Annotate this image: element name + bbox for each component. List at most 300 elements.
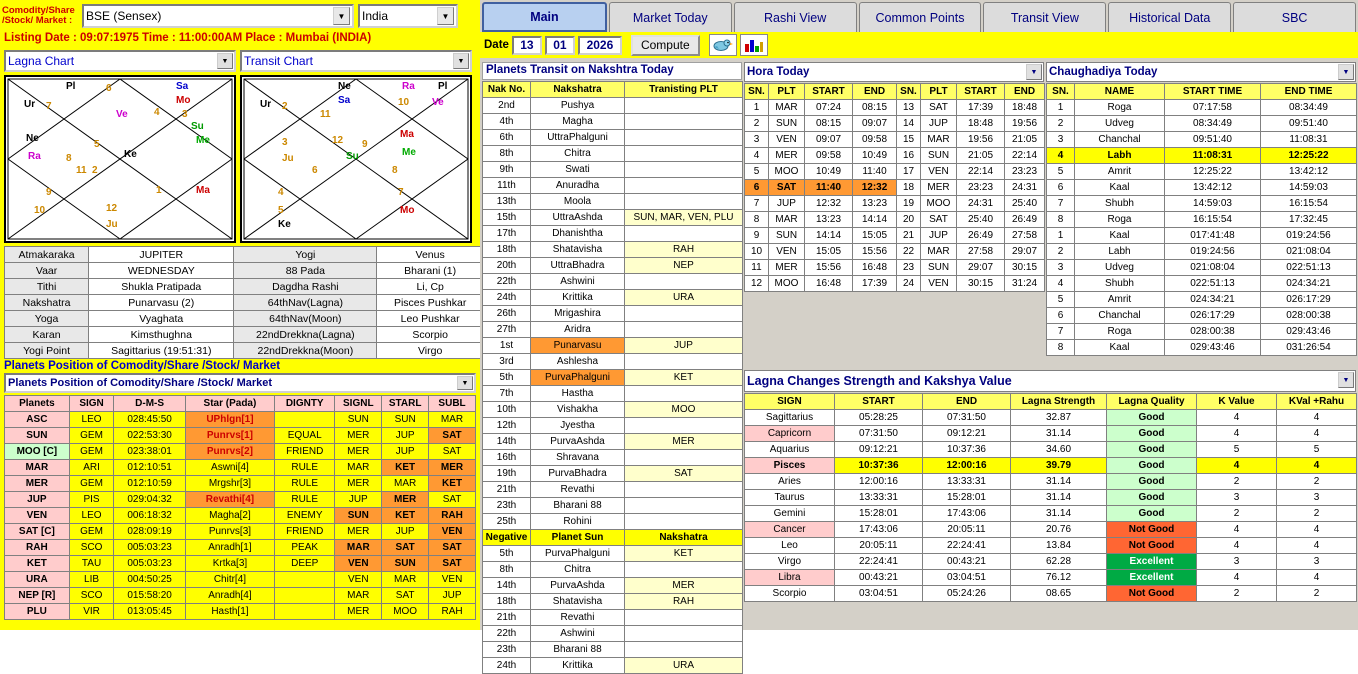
cell-nak-no: 17th [483,226,531,242]
info-key: Yogi Point [5,343,89,359]
left-pane [0,0,480,630]
cell-start1: 09:07 [805,132,853,148]
transit-chart-diagram[interactable] [240,75,472,243]
col-sn1: SN. [745,84,769,100]
cell-lagna-strength: 31.14 [1011,426,1107,442]
transit-chart-select[interactable] [240,50,472,72]
tab-market-today[interactable]: Market Today [609,2,732,32]
table-row[interactable] [483,290,743,306]
tab-main[interactable]: Main [482,2,607,32]
table-row[interactable] [1047,324,1357,340]
chaughadiya-panel-title: Chaughadiya Today [1049,66,1158,78]
table-row[interactable] [483,178,743,194]
table-row[interactable] [745,410,1357,426]
chevron-down-icon[interactable]: ▼ [453,53,469,69]
cell-transiting-plt: URA [625,290,743,306]
table-row[interactable] [483,434,743,450]
bar-chart-glyph [744,38,764,53]
cell-signl: MER [335,428,382,444]
table-row[interactable] [483,466,743,482]
table-row[interactable] [1047,260,1357,276]
cell-end2: 27:58 [1005,228,1045,244]
country-select[interactable] [358,4,458,28]
cell-kval-rahu: 4 [1277,410,1357,426]
table-row[interactable] [1047,292,1357,308]
lagna-head [745,394,1357,410]
table-row[interactable] [483,242,743,258]
date-month-field[interactable]: 01 [545,36,575,55]
cell-dms: 006:18:32 [114,508,185,524]
cell-plt1: VEN [769,132,805,148]
cell-sn2: 19 [897,196,921,212]
cell-dms: 013:05:45 [114,604,185,620]
table-row[interactable] [1047,340,1357,356]
table-row[interactable] [483,162,743,178]
table-row[interactable] [483,530,743,546]
table-row[interactable] [483,578,743,594]
table-row[interactable] [5,540,476,556]
lagna-body [745,410,1357,602]
cell-signl: JUP [335,492,382,508]
chevron-down-icon[interactable]: ▼ [1026,64,1042,80]
table-row[interactable] [483,322,743,338]
table-row[interactable] [745,196,1045,212]
cell-sn: 2 [1047,244,1075,260]
cell-transiting-plt [625,322,743,338]
cell-starl: JUP [382,524,429,540]
table-row[interactable] [483,658,743,674]
cell-dignty: PEAK [275,540,335,556]
info-val: Sagittarius (19:51:31) [89,343,234,359]
cell-star: Anradh[1] [185,540,274,556]
lagna-house-5: 5 [94,139,100,150]
cell-dignty [275,412,335,428]
cell-start2: 26:49 [957,228,1005,244]
info-val2: Scorpio [377,327,484,343]
cell-dms: 028:45:50 [114,412,185,428]
cell-nakshatra: Anuradha [531,178,625,194]
cell-star: Krtka[3] [185,556,274,572]
table-row[interactable] [483,306,743,322]
lagna-house-3: 3 [182,109,188,120]
cell-nakshatra: Dhanishtha [531,226,625,242]
cell-sign: Gemini [745,506,835,522]
chevron-down-icon[interactable]: ▼ [333,7,350,25]
cell-lagna-quality: Excellent [1107,570,1197,586]
cell-planet: VEN [5,508,70,524]
tab-sbc[interactable]: SBC [1233,2,1356,32]
table-row[interactable] [745,490,1357,506]
table-row[interactable] [483,98,743,114]
cell-k-value: 2 [1197,506,1277,522]
table-row[interactable] [483,482,743,498]
positions-table-wrap[interactable] [4,395,476,617]
lagna-chart-select[interactable] [4,50,236,72]
table-row[interactable] [1047,308,1357,324]
cell-start1: 10:49 [805,164,853,180]
cell-sn1: 10 [745,244,769,260]
cell-nakshatra: Bharani 88 [531,642,625,658]
table-row[interactable] [483,274,743,290]
cell-nak-no: 1st [483,338,531,354]
cell-transiting-plt [625,610,743,626]
table-row[interactable] [745,442,1357,458]
cell-start: 03:04:51 [835,586,923,602]
cell-nakshatra: Revathi [531,610,625,626]
table-row[interactable] [483,146,743,162]
table-row[interactable] [745,164,1045,180]
table-row[interactable] [483,402,743,418]
table-row[interactable] [5,492,476,508]
cell-lagna-strength: 32.87 [1011,410,1107,426]
table-row[interactable] [5,428,476,444]
col-subl: SUBL [429,396,476,412]
info-val2: Leo Pushkar [377,311,484,327]
table-header-row [5,396,476,412]
cell-name: Labh [1075,148,1165,164]
cell-end-time: 09:51:40 [1261,116,1357,132]
cell-sign: ARI [69,460,114,476]
cell-lagna-quality: Excellent [1107,554,1197,570]
cell-sn1: 5 [745,164,769,180]
transit-house-9: 9 [362,139,368,150]
cell-lagna-strength: 31.14 [1011,474,1107,490]
tab-historical-data[interactable]: Historical Data [1108,2,1231,32]
cell-sign: GEM [69,444,114,460]
cell-start1: 14:14 [805,228,853,244]
tab-transit-view[interactable]: Transit View [983,2,1106,32]
cell-end-time: 12:25:22 [1261,148,1357,164]
table-row[interactable] [1047,212,1357,228]
table-row[interactable] [483,514,743,530]
tab-common-points[interactable]: Common Points [859,2,982,32]
table-row[interactable] [483,386,743,402]
table-row[interactable] [483,626,743,642]
cell-start1: 08:15 [805,116,853,132]
cell-start2: 18:48 [957,116,1005,132]
table-row[interactable] [1047,180,1357,196]
cell-dignty: ENEMY [275,508,335,524]
lagna-planet-su: Su [191,121,204,132]
cell-planet: URA [5,572,70,588]
table-row[interactable] [483,546,743,562]
cell-planet: MOO [C] [5,444,70,460]
cell-start1: 16:48 [805,276,853,292]
cell-start2: 27:58 [957,244,1005,260]
cell-end: 22:24:41 [923,538,1011,554]
table-row[interactable] [483,642,743,658]
table-row[interactable] [1047,116,1357,132]
cell-transiting-plt [625,626,743,642]
cell-sn2: 15 [897,132,921,148]
cell-nak-no: 23th [483,642,531,658]
table-row[interactable] [483,114,743,130]
table-row[interactable] [483,258,743,274]
table-row[interactable] [1047,276,1357,292]
cell-name: Udveg [1075,116,1165,132]
cell-planet: KET [5,556,70,572]
table-row[interactable] [483,498,743,514]
cell-sn1: 7 [745,196,769,212]
hora-head [745,84,1045,100]
table-row[interactable] [5,460,476,476]
nakshatra-panel [482,62,742,674]
cell-transiting-plt: NEP [625,258,743,274]
hora-panel-title-combo[interactable] [744,62,1044,82]
cell-transiting-plt [625,114,743,130]
cell-nakshatra: Mrigashira [531,306,625,322]
lagna-house-12: 12 [106,203,118,214]
transit-planet-mo: Mo [400,205,415,216]
table-row[interactable] [745,260,1045,276]
cell-starl: JUP [382,428,429,444]
bar-chart-icon[interactable] [740,34,768,56]
date-day-field[interactable]: 13 [512,36,542,55]
col-nak-no: Nak No. [483,82,531,98]
compute-button[interactable]: Compute [631,35,700,56]
cell-nak-no: 12th [483,418,531,434]
table-row[interactable] [745,148,1045,164]
table-row[interactable] [1047,244,1357,260]
market-index-select[interactable] [82,4,354,28]
cell-end2: 23:23 [1005,164,1045,180]
cell-sign: SCO [69,540,114,556]
cell-signl: MAR [335,460,382,476]
cell-plt1: VEN [769,244,805,260]
transit-house-2: 2 [282,101,288,112]
cell-kval-rahu: 4 [1277,538,1357,554]
table-row[interactable] [745,458,1357,474]
table-row[interactable] [1047,164,1357,180]
cell-dignty [275,572,335,588]
cell-kval-rahu: 2 [1277,506,1357,522]
cell-subl: KET [429,476,476,492]
cell-transiting-plt [625,418,743,434]
cell-sn: 4 [1047,276,1075,292]
table-row[interactable] [745,180,1045,196]
cell-nak-no: 6th [483,130,531,146]
cell-nakshatra: Chitra [531,562,625,578]
positions-select[interactable] [4,373,476,393]
col-plt2: PLT [921,84,957,100]
table-row[interactable] [745,554,1357,570]
lagna-planet-ju: Ju [106,219,118,230]
lagna-chart-diagram[interactable] [4,75,236,243]
table-row[interactable] [745,116,1045,132]
cell-name: Kaal [1075,180,1165,196]
table-row[interactable] [483,370,743,386]
cell-plt1: SUN [769,228,805,244]
chevron-down-icon[interactable]: ▼ [1338,372,1354,388]
table-row[interactable] [1047,228,1357,244]
chevron-down-icon[interactable]: ▼ [1338,64,1354,80]
table-row[interactable] [483,562,743,578]
table-row[interactable] [745,474,1357,490]
cell-end-time: 024:34:21 [1261,276,1357,292]
table-row[interactable] [5,604,476,620]
cell-subl: VEN [429,524,476,540]
cell-dms: 029:04:32 [114,492,185,508]
table-row[interactable] [745,244,1045,260]
table-row [5,263,484,279]
chevron-down-icon[interactable]: ▼ [457,376,473,390]
cell-end-time: 022:51:13 [1261,260,1357,276]
info-key2: Dagdha Rashi [234,279,377,295]
table-row[interactable] [745,426,1357,442]
cell-star: UPhlgn[1] [185,412,274,428]
cell-start-time: 07:17:58 [1165,100,1261,116]
lagna-panel-title-combo[interactable] [744,370,1356,392]
table-row[interactable] [1047,132,1357,148]
cell-end: 10:37:36 [923,442,1011,458]
kundli-info-body [5,247,484,359]
chaughadiya-panel-title-combo[interactable] [1046,62,1356,82]
cell-sn1: 1 [745,100,769,116]
table-row[interactable] [745,212,1045,228]
table-row[interactable] [483,354,743,370]
col-sn2: SN. [897,84,921,100]
cell-dms: 023:38:01 [114,444,185,460]
cell-sn1: 8 [745,212,769,228]
cell-plt2: VEN [921,276,957,292]
table-row[interactable] [5,556,476,572]
table-row[interactable] [483,338,743,354]
chevron-down-icon[interactable]: ▼ [217,53,233,69]
table-row[interactable] [5,412,476,428]
cell-kval-rahu: 4 [1277,426,1357,442]
table-row[interactable] [483,594,743,610]
table-row [5,343,484,359]
transit-planet-sa: Sa [338,95,351,106]
cell-sn2: 23 [897,260,921,276]
cell-nakshatra: Hastha [531,386,625,402]
table-row[interactable] [5,476,476,492]
table-row[interactable] [5,524,476,540]
table-row[interactable] [1047,148,1357,164]
cell-transiting-plt [625,354,743,370]
bird-icon[interactable] [709,34,737,56]
cell-plt1: MOO [769,276,805,292]
table-row[interactable] [745,506,1357,522]
table-row[interactable] [745,228,1045,244]
cell-nakshatra: Ashwini [531,274,625,290]
table-row[interactable] [5,588,476,604]
lagna-house-7: 7 [46,101,52,112]
table-row[interactable] [745,538,1357,554]
hora-panel [744,62,1044,292]
table-row[interactable] [745,570,1357,586]
cell-subl: SAT [429,492,476,508]
cell-sign: LEO [69,412,114,428]
cell-transiting-plt [625,386,743,402]
tab-rashi-view[interactable]: Rashi View [734,2,857,32]
transit-planet-ra: Ra [402,81,415,92]
col-sign: SIGN [69,396,114,412]
info-key: Nakshatra [5,295,89,311]
cell-k-value: 4 [1197,426,1277,442]
table-row [5,327,484,343]
cell-nakshatra: Ashlesha [531,354,625,370]
cell-start-time: 08:34:49 [1165,116,1261,132]
cell-dms: 004:50:25 [114,572,185,588]
table-row[interactable] [745,100,1045,116]
cell-end-time: 11:08:31 [1261,132,1357,148]
table-row[interactable] [483,226,743,242]
cell-dignty: FRIEND [275,524,335,540]
cell-nak-no: 25th [483,514,531,530]
table-row[interactable] [5,572,476,588]
table-row[interactable] [483,130,743,146]
col-name: NAME [1075,84,1165,100]
cell-sn2: 20 [897,212,921,228]
cell-subl: JUP [429,588,476,604]
cell-lagna-strength: 39.79 [1011,458,1107,474]
col-nakshatra: Nakshatra [531,82,625,98]
table-row[interactable] [745,132,1045,148]
table-row[interactable] [745,586,1357,602]
cell-sn2: 24 [897,276,921,292]
transit-planet-pl: Pl [438,81,448,92]
cell-nakshatra: UttraBhadra [531,258,625,274]
cell-sign: Sagittarius [745,410,835,426]
table-row[interactable] [483,450,743,466]
info-key: Karan [5,327,89,343]
cell-end: 03:04:51 [923,570,1011,586]
chevron-down-icon[interactable]: ▼ [437,7,454,25]
listing-date-line: Listing Date : 09:07:1975 Time : 11:00:00AM Place : Mumbai (INDIA) [0,30,480,48]
country-value: India [362,9,389,23]
cell-sn: 3 [1047,132,1075,148]
table-row[interactable] [5,444,476,460]
date-year-field[interactable]: 2026 [578,36,622,55]
table-row[interactable] [745,276,1045,292]
cell-transiting-plt: RAH [625,242,743,258]
info-val2: Bharani (1) [377,263,484,279]
lagna-planet-sa: Sa [176,81,189,92]
col-sign: SIGN [745,394,835,410]
table-row[interactable] [1047,100,1357,116]
col-start: START [835,394,923,410]
table-row[interactable] [483,418,743,434]
table-row[interactable] [745,522,1357,538]
cell-k-value: 4 [1197,458,1277,474]
cell-transiting-plt [625,514,743,530]
table-row[interactable] [483,194,743,210]
info-val2: Virgo [377,343,484,359]
cell-transiting-plt [625,226,743,242]
cell-sign: LEO [69,508,114,524]
cell-signl: MER [335,476,382,492]
table-row[interactable] [483,210,743,226]
table-row[interactable] [5,508,476,524]
cell-plt2: MER [921,180,957,196]
transit-house-8: 8 [392,165,398,176]
cell-nak-no: Negative [483,530,531,546]
info-key2: 22ndDrekkna(Lagna) [234,327,377,343]
cell-end-time: 17:32:45 [1261,212,1357,228]
cell-end2: 25:40 [1005,196,1045,212]
cell-end-time: 029:43:46 [1261,324,1357,340]
cell-end: 20:05:11 [923,522,1011,538]
cell-nak-no: 4th [483,114,531,130]
table-row[interactable] [483,610,743,626]
lagna-planet-ur: Ur [24,99,36,110]
cell-dms: 022:53:30 [114,428,185,444]
cell-signl: VEN [335,556,382,572]
table-row[interactable] [1047,196,1357,212]
cell-nak-no: 9th [483,162,531,178]
kundli-info-table [4,246,484,359]
